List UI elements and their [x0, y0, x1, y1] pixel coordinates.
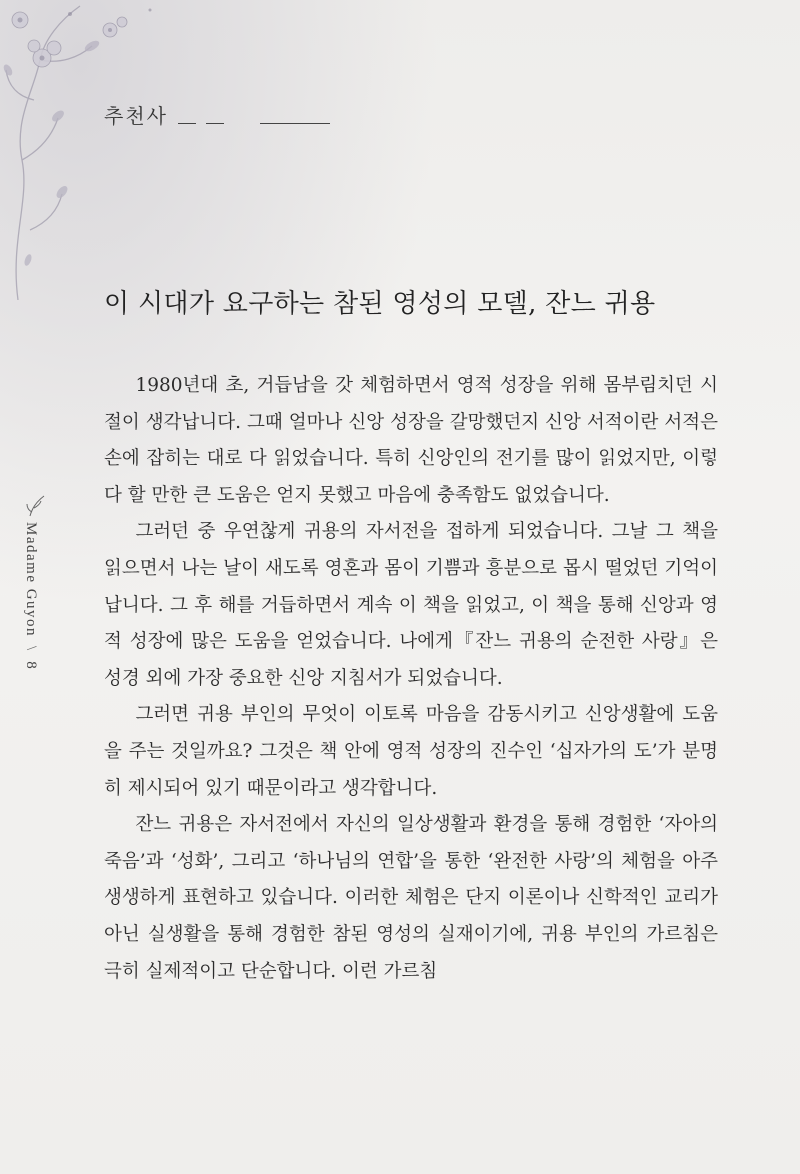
header-rule — [178, 123, 196, 124]
page-number: 8 — [23, 661, 39, 671]
running-footer — [22, 522, 39, 670]
section-label: 추천사 — [104, 104, 168, 128]
paragraph: 그러던 중 우연찮게 귀용의 자서전을 접하게 되었습니다. 그날 그 책을 읽으면서 나는 날이 새도록 영혼과 몸이 기쁨과 흥분으로 몹시 떨었던 기억이 납니다. 그 후 해를 거듭하면서 계속 이 책을 읽었고, 이 책을 통해 신앙과 영적 성장에 많은 도움을 얻었습니다. 나에게『잔느 귀용의 순전한 사랑』은 성경 외에 가장 중요한 신앙 지침서가 되었습니다. — [104, 521, 718, 689]
header-rule — [206, 123, 224, 124]
body-text — [104, 368, 718, 990]
chapter-title: 이 시대가 요구하는 참된 영성의 모델, 잔느 귀용 — [104, 289, 656, 319]
separator: \ — [23, 646, 39, 652]
paragraph: 잔느 귀용은 자서전에서 자신의 일상생활과 환경을 통해 경험한 ‘자아의 죽음’과 ‘성화’, 그리고 ‘하나님의 연합’을 통한 ‘완전한 사랑’의 체험을 아주 생생하게 표현하고 있습니다. 이러한 체험은 단지 이론이나 신학적인 교리가 아닌 실생활을 통해 경험한 참된 영성의 실재이기에, 귀용 부인의 가르침은 극히 실제적이고 단순합니다. 이런 가르침 — [104, 814, 718, 982]
floral-vine-ornament — [0, 0, 180, 300]
paragraph: 그러면 귀용 부인의 무엇이 이토록 마음을 감동시키고 신앙생활에 도움을 주는 것일까요? 그것은 책 안에 영적 성장의 진수인 ‘십자가의 도’가 분명히 제시되어 있기 때문이라고 생각합니다. — [104, 704, 718, 799]
paragraph: 1980년대 초, 거듭남을 갓 체험하면서 영적 성장을 위해 몸부림치던 시절이 생각납니다. 그때 얼마나 신앙 성장을 갈망했던지 신앙 서적이란 서적은 손에 잡히는 대로 다 읽었습니다. 특히 신앙인의 전기를 많이 읽었지만, 이렇다 할 만한 큰 도움은 얻지 못했고 마음에 충족함도 없었습니다. — [104, 375, 718, 506]
section-header — [104, 100, 330, 129]
header-rule-long — [260, 123, 330, 124]
leaf-sprig-icon — [24, 492, 52, 518]
book-title: Madame Guyon — [23, 522, 39, 638]
